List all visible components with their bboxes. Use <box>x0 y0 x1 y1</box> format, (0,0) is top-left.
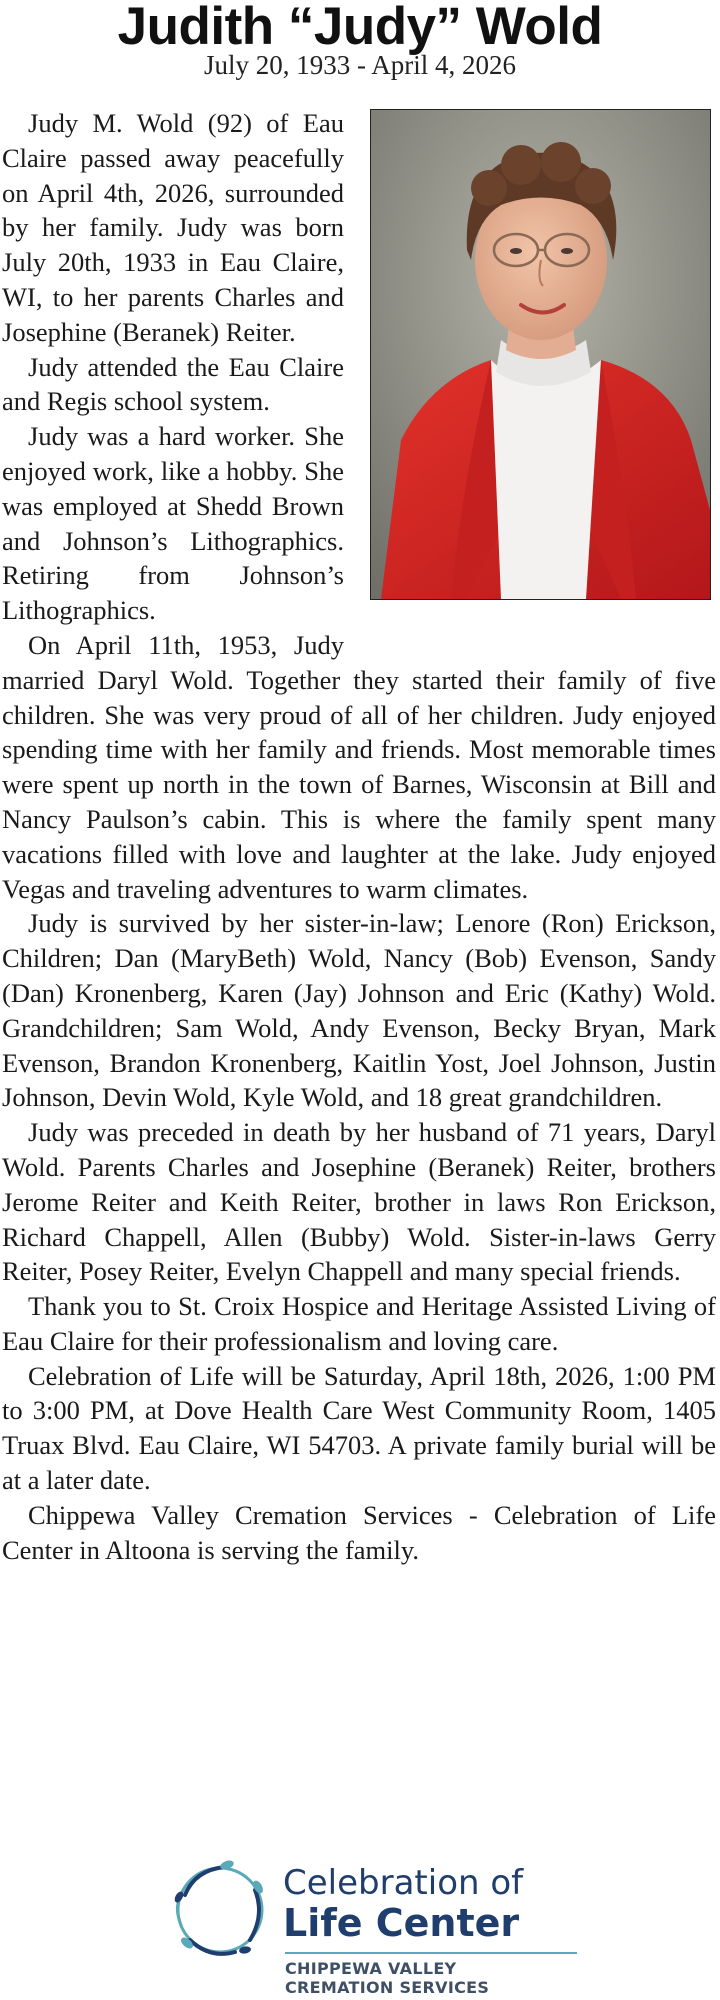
paragraph-service: Celebration of Life will be Saturday, April 18th, 2026, 1:00 PM to 3:00 PM, at Dove Health Care West Community Room, 1405 Truax Blvd. Eau Claire, WI 54703. A private family burial will be at a later date. <box>2 1360 716 1496</box>
logo-subtitle-line-1: CHIPPEWA VALLEY <box>285 1959 457 1978</box>
paragraph-work: Judy was a hard worker. She enjoyed work, like a hobby. She was employed at Shedd Brown and Johnson’s Lithographics. Retiring from Johnson’s Lithographics. <box>2 421 344 626</box>
paragraph-education: Judy attended the Eau Claire and Regis school system. <box>2 351 344 417</box>
obituary-body <box>2 106 716 1567</box>
life-dates: July 20, 1933 - April 4, 2026 <box>203 50 516 80</box>
logo-subtitle-line-2: CREMATION SERVICES <box>285 1978 490 1997</box>
paragraph-funeral-home: Chippewa Valley Cremation Services - Celebration of Life Center in Altoona is serving the family. <box>2 1499 716 1565</box>
funeral-home-logo <box>165 1855 585 2000</box>
logo-title-line-1: Celebration of <box>283 1863 524 1903</box>
paragraph-marriage: On April 11th, 1953, Judy married Daryl Wold. Together they started their family of five children. She was very proud of all of her children. Judy enjoyed spending time with her family and friends. Most memorable times were spent up north in the town of Barnes, Wisconsin at Bill and Nancy Paulson’s cabin. This is where the family spent many vacations filled with love and laughter at the lake. Judy enjoyed Vegas and traveling adventures to warm climates. <box>2 629 716 904</box>
paragraph-intro: Judy M. Wold (92) of Eau Claire passed away peacefully on April 4th, 2026, surrounded by her family. Judy was born July 20th, 1933 in Eau Claire, WI, to her parents Charles and Josephine (Beranek) Reiter. <box>2 108 344 347</box>
logo-title-line-2: Life Center <box>283 1901 520 1945</box>
paragraph-preceded: Judy was preceded in death by her husband of 71 years, Daryl Wold. Parents Charles and Josephine (Beranek) Reiter, brothers Jerome Reiter and Keith Reiter, brother in laws Ron Erickson, Richard Chappell, Allen (Bubby) Wold. Sister-in-laws Gerry Reiter, Posey Reiter, Evelyn Chappell and many special friends. <box>2 1117 716 1287</box>
obituary-name: Judith “Judy” Wold <box>117 0 603 56</box>
photo-spacer <box>344 106 716 654</box>
logo-divider <box>285 1952 577 1954</box>
paragraph-thanks: Thank you to St. Croix Hospice and Heritage Assisted Living of Eau Claire for their professionalism and loving care. <box>2 1291 716 1356</box>
paragraph-survivors: Judy is survived by her sister-in-law; Lenore (Ron) Erickson, Children; Dan (MaryBeth) Wold, Nancy (Bob) Evenson, Sandy (Dan) Kronenberg, Karen (Jay) Johnson and Eric (Kathy) Wold. Grandchildren; Sam Wold, Andy Evenson, Becky Bryan, Mark Evenson, Brandon Kronenberg, Kaitlin Yost, Joel Johnson, Justin Johnson, Devin Wold, Kyle Wold, and 18 great grandchildren. <box>2 908 716 1113</box>
celebration-circle-icon <box>165 1855 275 1965</box>
